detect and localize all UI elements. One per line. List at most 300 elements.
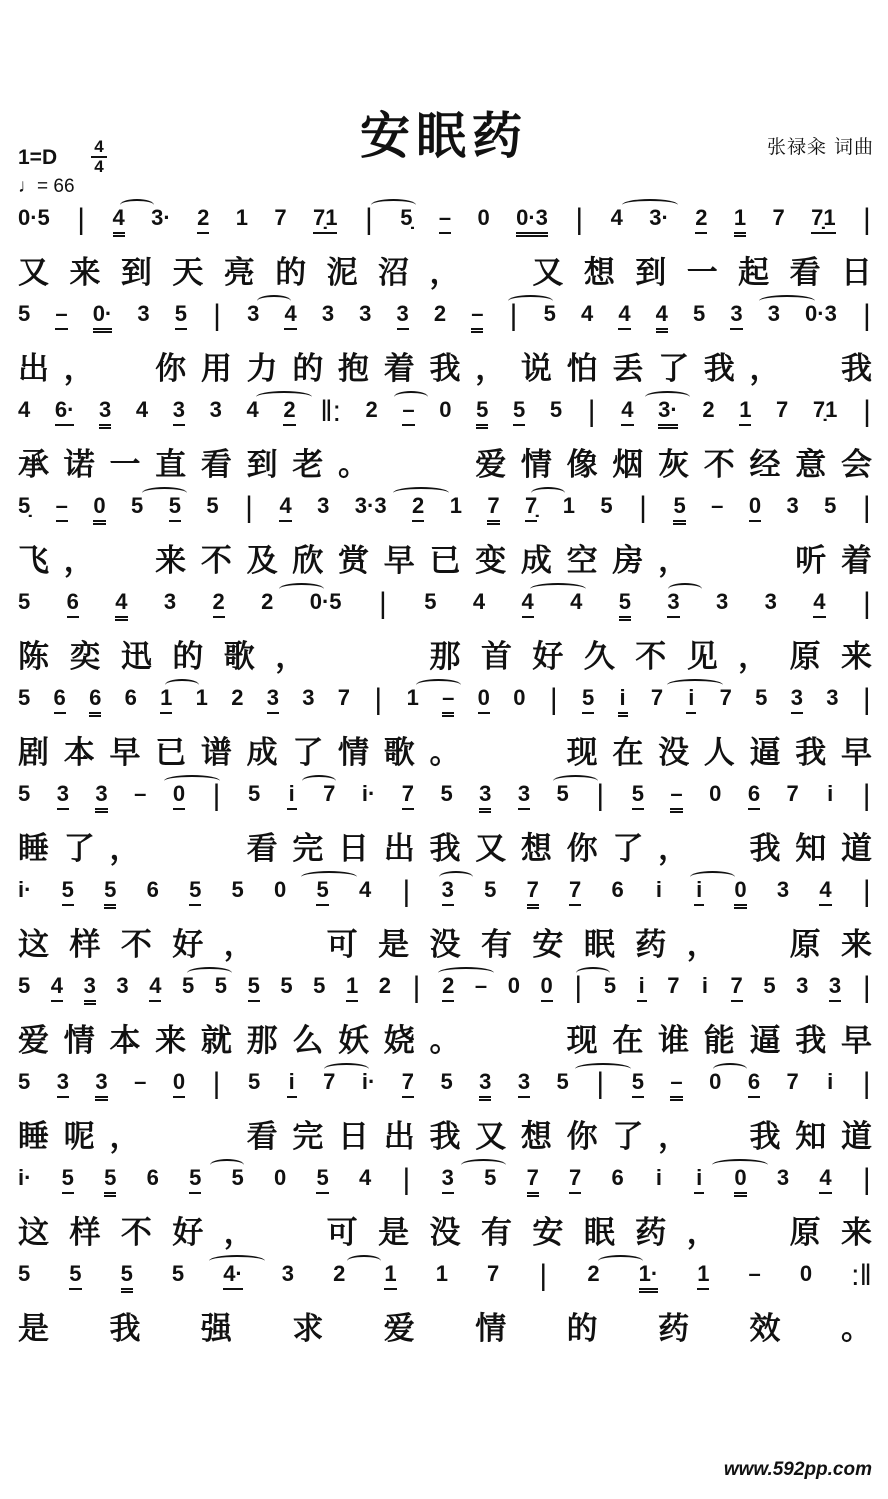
lyric-char: 是 — [378, 926, 410, 963]
note: 5 — [424, 589, 437, 614]
note: 5 — [181, 973, 195, 998]
note: 3 — [730, 301, 742, 330]
staff-row — [0, 493, 888, 589]
note: 1 — [160, 685, 172, 714]
lyric-char: 我 — [703, 350, 735, 387]
lyric-char — [738, 919, 769, 964]
lyric-char: ， — [109, 830, 141, 867]
note: 2 — [702, 397, 715, 422]
slur-mark — [690, 871, 735, 883]
lyric-char: 房 — [612, 542, 644, 579]
note: 3 — [84, 973, 96, 1005]
lyric-char: 变 — [475, 542, 507, 579]
note: 3 — [57, 1069, 69, 1098]
note: 7 — [776, 397, 789, 422]
note: 5 — [619, 589, 631, 621]
lyric-char: 早 — [383, 542, 415, 579]
barline: ‖: — [320, 395, 341, 428]
lyric-char: 药 — [635, 1214, 667, 1251]
lyric-char: 完 — [292, 1118, 324, 1155]
note: 3· — [151, 205, 171, 230]
lyric-char: 了 — [658, 350, 690, 387]
note: i — [287, 1069, 297, 1098]
slur-mark — [256, 391, 312, 403]
note: 3 — [791, 685, 803, 714]
lyric-line — [18, 439, 872, 483]
lyric-char: 。 — [840, 1310, 872, 1347]
note: 7 — [650, 685, 664, 710]
lyric-char: 有 — [480, 926, 512, 963]
lyric-char — [275, 919, 306, 964]
lyric-char — [521, 1015, 552, 1060]
lyric-char: 出 — [383, 1118, 415, 1155]
note: 0· — [93, 301, 113, 333]
note: 0·5 — [309, 589, 342, 614]
barline: | — [574, 971, 583, 1004]
lyric-char: 眠 — [583, 1214, 615, 1251]
note: 3 — [317, 493, 330, 518]
lyric-char — [795, 343, 826, 388]
slur-mark — [301, 871, 357, 883]
lyric-char — [429, 439, 460, 484]
lyric-char: 日 — [841, 254, 872, 291]
lyric-char: 及 — [246, 542, 278, 579]
note: 2 — [378, 973, 392, 998]
note: i· — [18, 877, 32, 902]
lyric-char — [378, 631, 409, 676]
note: 5 — [440, 781, 453, 806]
lyric-char: 空 — [566, 542, 598, 579]
lyric-char: 呢 — [63, 1118, 95, 1155]
note: 6 — [748, 1069, 760, 1098]
note: 4 — [358, 1165, 372, 1190]
note: 7 — [402, 1069, 414, 1098]
lyric-char: 的 — [292, 350, 324, 387]
lyric-line — [18, 727, 872, 771]
note: 7̣1 — [811, 205, 835, 234]
slur-mark — [393, 487, 449, 499]
key-signature: 1=D — [18, 146, 58, 169]
note: 5 — [763, 973, 776, 998]
note: 4 — [580, 301, 594, 326]
note: 4 — [656, 301, 668, 333]
lyric-char: ， — [63, 542, 95, 579]
lyric-char: 奕 — [69, 638, 101, 675]
note: 5 — [476, 397, 488, 429]
lyric-char: 一 — [109, 446, 141, 483]
note: 5 — [62, 877, 74, 906]
lyric-char: 是 — [18, 1310, 49, 1347]
note: 0 — [507, 973, 520, 998]
barline: | — [77, 203, 86, 236]
barline: :‖ — [851, 1259, 872, 1292]
note: 0 — [173, 781, 185, 810]
lyric-char: 来 — [841, 926, 872, 963]
lyric-char: 情 — [475, 1310, 507, 1347]
note: 5 — [248, 973, 260, 1002]
lyric-char: 了 — [612, 830, 644, 867]
note: 2 — [197, 205, 209, 234]
note: 0 — [799, 1261, 813, 1286]
note: 3 — [776, 1165, 790, 1190]
note: 7 — [337, 685, 351, 710]
lyric-char: 早 — [840, 734, 872, 771]
note: i — [827, 1069, 834, 1094]
lyric-char: 诺 — [63, 446, 95, 483]
note: 5 — [104, 877, 116, 909]
note: 2 — [261, 589, 274, 614]
note: 5 — [18, 973, 31, 998]
note: 7 — [274, 205, 287, 230]
note: 5 — [69, 1261, 81, 1290]
lyric-char: 人 — [703, 734, 735, 771]
note: – — [439, 205, 451, 234]
lyric-char: 谱 — [200, 734, 232, 771]
slur-mark — [575, 1063, 631, 1075]
lyric-line — [18, 1303, 872, 1347]
slur-mark — [461, 1159, 506, 1171]
note: 5 — [169, 493, 181, 522]
note: 3 — [209, 397, 222, 422]
lyric-char: 我 — [109, 1310, 141, 1347]
note: 5 — [549, 397, 563, 422]
note: 5 — [556, 781, 569, 806]
note: 3 — [95, 1069, 107, 1101]
lyric-char: 样 — [69, 1214, 101, 1251]
slur-mark — [257, 295, 291, 307]
barline: | — [863, 203, 871, 236]
lyric-char — [704, 1111, 735, 1156]
staff-row — [0, 877, 888, 973]
lyric-char: 直 — [155, 446, 187, 483]
note: 3 — [137, 301, 150, 326]
note: 5 — [189, 877, 201, 906]
lyric-char: 日 — [338, 1118, 370, 1155]
lyric-char: 歌 — [223, 638, 255, 675]
lyric-char: 剧 — [18, 734, 49, 771]
lyric-char: 的 — [172, 638, 204, 675]
lyric-char: 眠 — [583, 926, 615, 963]
lyric-char: 听 — [795, 542, 827, 579]
note: 1 — [697, 1261, 709, 1290]
lyric-char: 到 — [120, 254, 152, 291]
lyric-char: 妖 — [338, 1022, 370, 1059]
slur-mark — [165, 679, 199, 691]
slur-mark — [645, 391, 690, 403]
note: 0 — [93, 493, 105, 525]
lyric-char: 知 — [795, 830, 827, 867]
lyric-line — [18, 919, 872, 963]
lyric-char: 早 — [840, 1022, 872, 1059]
lyric-char: 老 — [292, 446, 324, 483]
note: 5 — [280, 973, 293, 998]
barline: | — [863, 299, 871, 332]
lyric-char: 不 — [635, 638, 667, 675]
note: 6 — [67, 589, 79, 618]
lyric-char: 成 — [520, 542, 552, 579]
note: 5 — [603, 973, 617, 998]
note: 3 — [57, 781, 69, 810]
note: – — [474, 973, 488, 998]
barline: | — [212, 779, 221, 812]
lyric-char: 丢 — [612, 350, 644, 387]
slur-mark — [553, 775, 598, 787]
lyric-char: 我 — [749, 1118, 781, 1155]
barline: | — [539, 1259, 548, 1292]
lyric-char — [481, 247, 512, 292]
lyric-char: 日 — [338, 830, 370, 867]
note: 5 — [171, 1261, 185, 1286]
lyric-char: 已 — [429, 542, 461, 579]
note: 2 — [695, 205, 707, 234]
slur-mark — [438, 967, 494, 979]
lyric-char — [201, 1111, 232, 1156]
note: i — [287, 781, 297, 810]
barline: | — [862, 875, 871, 908]
note: 5 — [18, 685, 31, 710]
lyric-char: 没 — [429, 1214, 461, 1251]
note: 4 — [113, 205, 125, 237]
lyric-char: 又 — [18, 254, 49, 291]
lyric-char: 药 — [635, 926, 667, 963]
lyric-char: 又 — [475, 1118, 507, 1155]
note: 0 — [274, 877, 287, 902]
note: i — [686, 685, 696, 714]
note: 6 — [146, 1165, 159, 1190]
lyric-char: 现 — [566, 1022, 598, 1059]
lyric-char: ， — [738, 638, 770, 675]
barline: | — [509, 299, 518, 332]
note: 3 — [442, 877, 454, 906]
lyric-char: 完 — [292, 830, 324, 867]
lyric-char: 现 — [566, 734, 598, 771]
lyric-char — [475, 1015, 506, 1060]
note: 4 — [813, 589, 825, 618]
note: 3 — [99, 397, 111, 429]
lyric-char: 早 — [109, 734, 141, 771]
note: 5 — [513, 397, 525, 426]
lyric-char: 的 — [275, 254, 307, 291]
lyric-char: 怕 — [566, 350, 598, 387]
note: 2 — [333, 1261, 346, 1286]
note: 7 — [719, 685, 732, 710]
note: 5 — [755, 685, 768, 710]
lyric-char: 抱 — [338, 350, 370, 387]
note: 1 — [346, 973, 358, 1002]
note: 3 — [302, 685, 315, 710]
note: 0 — [173, 1069, 185, 1098]
barline: | — [549, 683, 558, 716]
note: 5 — [632, 1069, 644, 1098]
lyric-char: 说 — [520, 350, 552, 387]
notation-line — [18, 781, 872, 825]
note: 5 — [231, 877, 244, 902]
watermark: www.592pp.com — [723, 1459, 872, 1480]
notation-line — [18, 397, 872, 441]
slur-mark — [302, 775, 336, 787]
note: 5 — [231, 1165, 244, 1190]
note: 0 — [274, 1165, 287, 1190]
note: 6 — [146, 877, 159, 902]
note: 5 — [316, 877, 328, 906]
note: 3 — [767, 301, 780, 326]
barline: | — [862, 491, 871, 524]
lyric-char: ， — [686, 1214, 718, 1251]
note: 5 — [131, 493, 144, 518]
lyric-char: 烟 — [612, 446, 644, 483]
lyric-char — [738, 1207, 769, 1252]
lyric-char: 想 — [520, 1118, 552, 1155]
lyric-char — [750, 535, 781, 580]
lyric-char: 首 — [480, 638, 512, 675]
notation-line — [18, 205, 872, 249]
note: 3 — [716, 589, 729, 614]
note: 0 — [439, 397, 452, 422]
barline: | — [862, 1163, 871, 1196]
barline: | — [402, 875, 411, 908]
note: 5 — [206, 493, 219, 518]
lyric-char: 。 — [338, 446, 370, 483]
note: 4 — [570, 589, 583, 614]
staff-row — [0, 1261, 888, 1357]
note: 5 — [632, 781, 644, 810]
note: 7 — [786, 1069, 799, 1094]
barline: | — [379, 587, 387, 620]
note: 2 — [587, 1261, 600, 1286]
lyric-char: 一 — [686, 254, 718, 291]
note: 2 — [365, 397, 378, 422]
lyric-char: 爱 — [475, 446, 507, 483]
note: – — [402, 397, 414, 426]
lyric-char — [109, 535, 140, 580]
lyric-char — [384, 439, 415, 484]
slur-mark — [371, 199, 416, 211]
lyric-line — [18, 631, 872, 675]
lyric-char: 了 — [612, 1118, 644, 1155]
lyric-char: 来 — [155, 1022, 187, 1059]
note: 1 — [406, 685, 419, 710]
lyric-line — [18, 1015, 872, 1059]
note: 7 — [402, 781, 414, 810]
note: 4 — [284, 301, 296, 330]
lyric-char: 情 — [63, 1022, 95, 1059]
staff-row — [0, 973, 888, 1069]
note: – — [56, 493, 68, 522]
note: 0 — [734, 877, 746, 909]
lyric-char: 到 — [246, 446, 278, 483]
lyric-char: 看 — [246, 1118, 278, 1155]
note: 2 — [442, 973, 454, 1002]
lyric-char: 陈 — [18, 638, 49, 675]
note: 0 — [709, 1069, 722, 1094]
lyric-char: 见 — [686, 638, 718, 675]
note: 7 — [772, 205, 785, 230]
lyric-char: 我 — [429, 1118, 461, 1155]
note: 2 — [231, 685, 244, 710]
slur-mark — [209, 1255, 265, 1267]
slur-mark — [508, 295, 553, 307]
note: 7̣1 — [812, 397, 838, 422]
note: – — [442, 685, 454, 717]
lyric-char: 情 — [338, 734, 370, 771]
lyric-char: 来 — [841, 638, 872, 675]
lyric-char: 么 — [292, 1022, 324, 1059]
lyric-char: 道 — [840, 1118, 872, 1155]
barline: | — [402, 1163, 411, 1196]
note: 1 — [449, 493, 462, 518]
note: 2 — [433, 301, 447, 326]
note: 4 — [819, 1165, 831, 1194]
lyric-char: 娆 — [383, 1022, 415, 1059]
barline: | — [245, 491, 253, 524]
slur-mark — [120, 199, 154, 211]
note: 6 — [89, 685, 101, 717]
note: 6 — [748, 781, 760, 810]
lyric-char: 强 — [200, 1310, 232, 1347]
note: 7 — [323, 1069, 336, 1094]
notation-line — [18, 973, 872, 1017]
lyric-char — [109, 343, 140, 388]
barline: | — [863, 395, 871, 428]
note: 3 — [479, 781, 491, 813]
lyric-char: 能 — [703, 1022, 735, 1059]
lyric-char: 这 — [18, 1214, 49, 1251]
lyric-char: ， — [658, 542, 690, 579]
note: 5 — [18, 1069, 31, 1094]
note: 7 — [487, 493, 499, 525]
note: 3 — [764, 589, 777, 614]
note: 3 — [267, 685, 279, 714]
note: 3 — [173, 397, 185, 426]
lyric-char: 可 — [326, 1214, 358, 1251]
note: 3 — [281, 1261, 295, 1286]
note: 2 — [412, 493, 424, 522]
lyric-char: ， — [658, 830, 690, 867]
note: 4 — [610, 205, 623, 230]
lyric-char: 原 — [789, 926, 821, 963]
note: 4 — [522, 589, 534, 618]
barline: | — [575, 203, 584, 236]
lyric-char: 亮 — [223, 254, 255, 291]
lyric-char: ， — [749, 350, 781, 387]
lyric-char: ， — [63, 350, 95, 387]
lyric-char: ， — [686, 926, 718, 963]
lyric-char: 经 — [749, 446, 781, 483]
lyric-char: 原 — [789, 638, 821, 675]
note: 1 — [562, 493, 575, 518]
lyric-char: 来 — [155, 542, 187, 579]
staff-row — [0, 205, 888, 301]
lyric-char: 迅 — [120, 638, 152, 675]
note: 6· — [55, 397, 75, 426]
note: 4 — [618, 301, 630, 330]
notation-line — [18, 1165, 872, 1209]
tempo-marking: ♩= 66 — [18, 176, 75, 197]
note: – — [670, 781, 682, 813]
lyric-char: 好 — [172, 926, 204, 963]
barline: | — [596, 779, 605, 812]
slur-mark — [394, 391, 428, 403]
lyric-char: 出 — [18, 350, 49, 387]
note: 4 — [51, 973, 63, 1002]
note: 1 — [734, 205, 746, 237]
lyric-char: 看 — [200, 446, 232, 483]
slur-mark — [576, 967, 610, 979]
note: 5 — [313, 973, 326, 998]
lyric-char: 又 — [532, 254, 564, 291]
lyric-char: 药 — [658, 1310, 690, 1347]
lyric-char: 道 — [840, 830, 872, 867]
